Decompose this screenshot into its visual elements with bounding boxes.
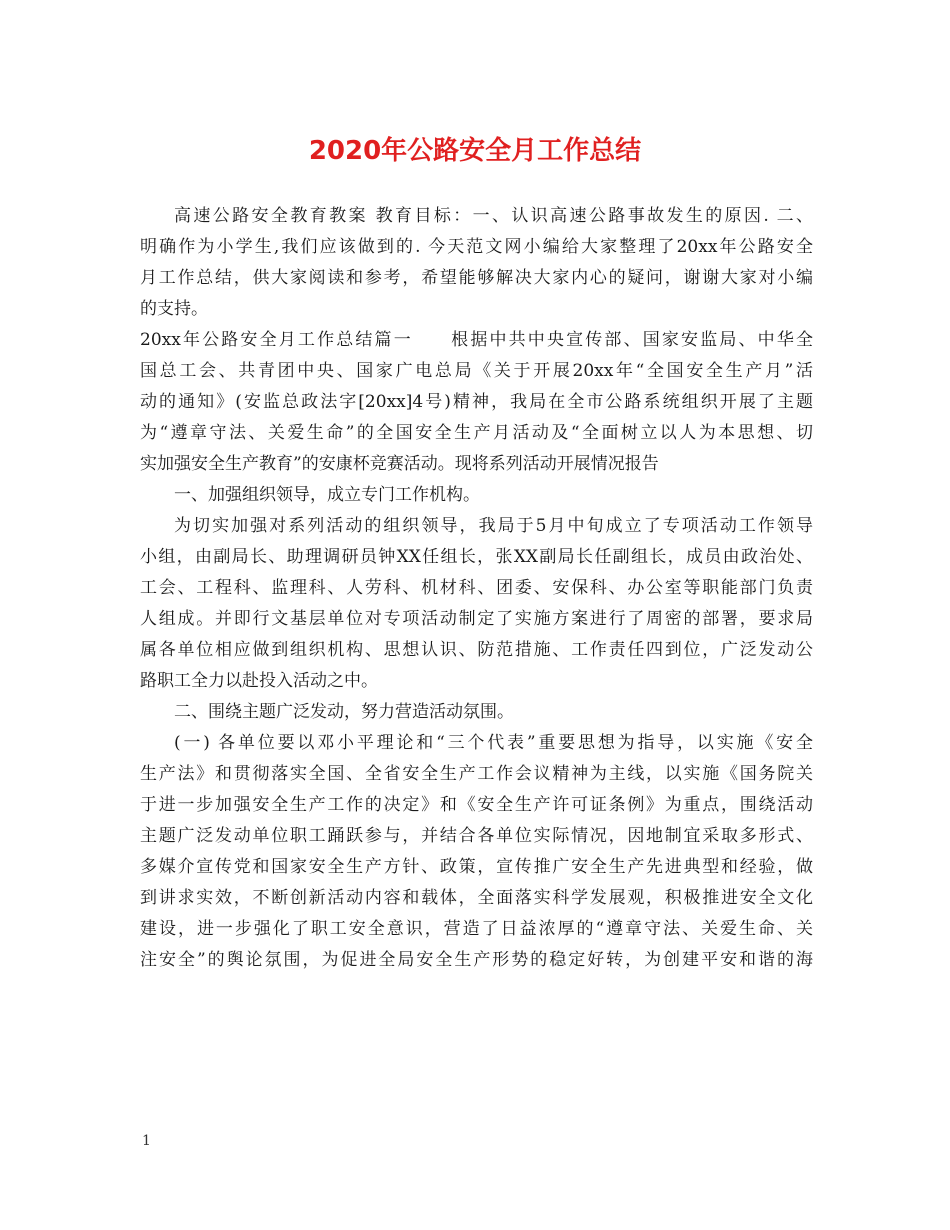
body-text-line: 高速公路安全教育教案 教育目标：一、认识高速公路事故发生的原因. 二、 [174,206,813,226]
body-text-line: 多媒介宣传党和国家安全生产方针、政策，宣传推广安全生产先进典型和经验，做 [140,857,813,877]
body-text-line: 明确作为小学生,我们应该做到的. 今天范文网小编给大家整理了20xx年公路安全 [140,237,813,257]
body-text-line: 建设，进一步强化了职工安全意识，营造了日益浓厚的“遵章守法、关爱生命、关 [140,919,813,939]
body-text-line: 属各单位相应做到组织机构、思想认识、防范措施、工作责任四到位，广泛发动公 [140,640,813,660]
body-text-line: 二、围绕主题广泛发动，努力营造活动氛围。 [174,702,514,722]
body-text-line: 人组成。并即行文基层单位对专项活动制定了实施方案进行了周密的部署，要求局 [140,609,813,629]
page-number: 1 [142,1133,151,1149]
document-body [140,201,813,976]
body-text-line: 为切实加强对系列活动的组织领导，我局于5月中旬成立了专项活动工作领导 [174,516,813,536]
body-text-line: 20xx年公路安全月工作总结篇一 根据中共中央宣传部、国家安监局、中华全 [140,330,813,350]
body-text-line: 国总工会、共青团中央、国家广电总局《关于开展20xx年“全国安全生产月”活 [140,361,813,381]
body-text-line: 主题广泛发动单位职工踊跃参与，并结合各单位实际情况，因地制宜采取多形式、 [140,826,813,846]
body-text-line: 实加强安全生产教育”的安康杯竞赛活动。现将系列活动开展情况报告 [140,454,659,474]
body-text-line: 到讲求实效，不断创新活动内容和载体，全面落实科学发展观，积极推进安全文化 [140,888,813,908]
body-text-line: 为“遵章守法、关爱生命”的全国安全生产月活动及“全面树立以人为本思想、切 [140,423,813,443]
body-text-line: 生产法》和贯彻落实全国、全省安全生产工作会议精神为主线，以实施《国务院关 [140,764,813,784]
body-text-line: 小组，由副局长、助理调研员钟XX任组长，张XX副局长任副组长，成员由政治处、 [140,547,813,567]
document-title: 2020年公路安全月工作总结 [308,136,642,166]
body-text-line: 一、加强组织领导，成立专门工作机构。 [174,485,480,505]
body-text-line: 动的通知》(安监总政法字[20xx]4号)精神，我局在全市公路系统组织开展了主题 [140,392,813,412]
body-text-line: 注安全”的舆论氛围，为促进全局安全生产形势的稳定好转，为创建平安和谐的海 [140,950,813,970]
body-text-line: 月工作总结，供大家阅读和参考，希望能够解决大家内心的疑问，谢谢大家对小编 [140,268,813,288]
body-text-line: (一) 各单位要以邓小平理论和“三个代表”重要思想为指导，以实施《安全 [174,733,813,753]
body-text-line: 的支持。 [140,299,208,319]
body-text-line: 于进一步加强安全生产工作的决定》和《安全生产许可证条例》为重点，围绕活动 [140,795,813,815]
body-text-line: 工会、工程科、监理科、人劳科、机材科、团委、安保科、办公室等职能部门负责 [140,578,813,598]
body-text-line: 路职工全力以赴投入活动之中。 [140,671,378,691]
